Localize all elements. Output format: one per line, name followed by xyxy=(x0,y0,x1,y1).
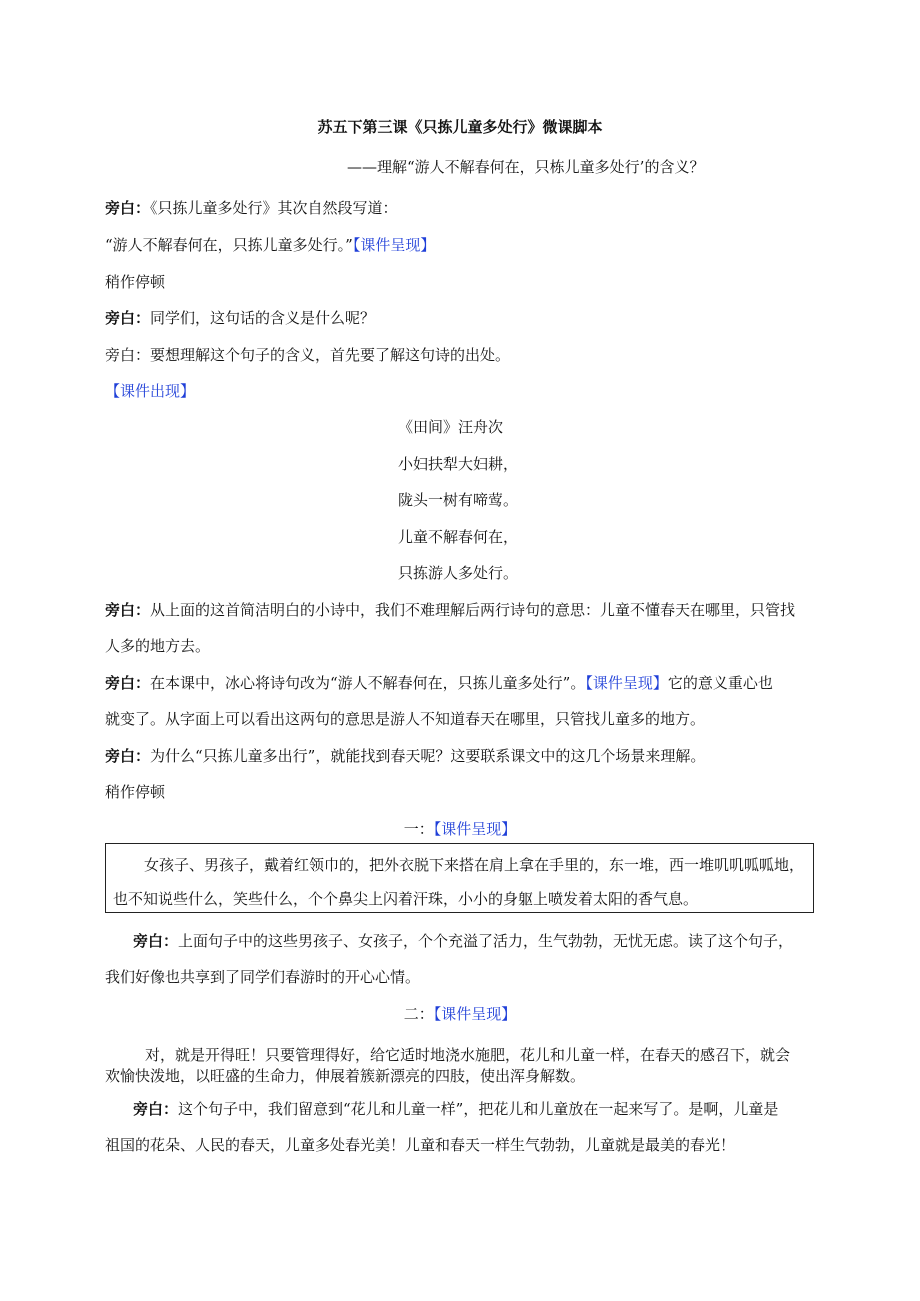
paragraph-text: 为什么“只拣儿童多出行”，就能找到春天呢？这要联系课文中的这几个场景来理解。 xyxy=(150,747,706,765)
paragraph-3 xyxy=(105,308,375,328)
courseware-present-tag: 【课件呈现】 xyxy=(433,820,517,838)
pause-note: 稍作停顿 xyxy=(105,273,166,291)
paragraph-6-line-2: 就变了。从字面上可以看出这两句的意思是游人不知道春天在哪里，只管找儿童多的地方。 xyxy=(105,710,706,728)
paragraph-9-line-2: 祖国的花朵、人民的春天，儿童多处春光美！儿童和春天一样生气勃勃，儿童就是最美的春光！ xyxy=(105,1136,736,1154)
paragraph-text: 这个句子中，我们留意到“花儿和儿童一样”，把花儿和儿童放在一起来写了。是啊，儿童是 xyxy=(178,1100,779,1118)
document-subtitle: ——理解“游人不解春何在，只栋儿童多处行’的含义？ xyxy=(347,158,705,176)
narrator-label: 旁白： xyxy=(105,199,151,217)
quoted-passage-box xyxy=(105,843,814,913)
narrator-label: 旁白： xyxy=(105,309,151,327)
paragraph-2 xyxy=(105,235,435,255)
paragraph-1 xyxy=(105,198,398,218)
section-label: 二： xyxy=(403,1005,434,1023)
paragraph-9-line-1 xyxy=(133,1099,778,1119)
paragraph-text: 上面句子中的这些男孩子、女孩子，个个充溢了活力，生气勃勃，无忧无虑。读了这个句子， xyxy=(178,932,794,950)
quoted-passage-2-line-2: 欢愉快泼地，以旺盛的生命力，伸展着簇新漂亮的四肢，使出浑身解数。 xyxy=(105,1067,586,1085)
quote-text: “游人不解春何在，只拣儿童多处行。” xyxy=(105,236,353,254)
poem-line: 只拣游人多处行。 xyxy=(398,564,519,582)
courseware-appear-tag: 【课件出现】 xyxy=(105,382,196,400)
paragraph-text: 从上面的这首简洁明白的小诗中，我们不难理解后两行诗句的意思：儿童不懂春天在哪里，只管找 xyxy=(150,601,796,619)
quoted-passage-2-line-1: 对，就是开得旺！只要管理得好，给它适时地浇水施肥，花儿和儿童一样，在春天的感召下，就会 xyxy=(145,1046,791,1064)
document-title: 苏五下第三课《只拣儿童多处行》微课脚本 xyxy=(317,118,603,136)
section-label: 一： xyxy=(403,820,434,838)
narrator-label: 旁白： xyxy=(105,747,151,765)
paragraph-8-line-2: 我们好像也共享到了同学们春游时的开心心情。 xyxy=(105,968,421,986)
narrator-label: 旁白： xyxy=(105,674,151,692)
courseware-present-tag: 【课件呈现】 xyxy=(352,236,436,254)
narrator-label: 旁白： xyxy=(105,601,151,619)
paragraph-8-line-1 xyxy=(133,931,793,951)
paragraph-text: 同学们，这句话的含义是什么呢？ xyxy=(150,309,376,327)
narrator-label: 旁白： xyxy=(133,1100,179,1118)
courseware-present-tag: 【课件呈现】 xyxy=(585,674,668,692)
poem-line: 陇头一树有啼莺。 xyxy=(398,491,519,509)
paragraph-4: 旁白：要想理解这个句子的含义，首先要了解这句诗的出处。 xyxy=(105,346,511,364)
narrator-label: 旁白： xyxy=(133,932,179,950)
paragraph-5-line-1 xyxy=(105,600,795,620)
section-2-heading xyxy=(0,1004,920,1024)
paragraph-text: 《只拣儿童多处行》其次自然段写道： xyxy=(150,199,398,217)
section-1-heading xyxy=(0,819,920,839)
paragraph-6-line-1 xyxy=(105,673,773,693)
paragraph-5-line-2: 人多的地方去。 xyxy=(105,637,211,655)
poem-title: 《田间》汪舟次 xyxy=(398,418,504,436)
courseware-present-tag: 【课件呈现】 xyxy=(433,1005,517,1023)
paragraph-7 xyxy=(105,746,705,766)
pause-note: 稍作停顿 xyxy=(105,783,166,801)
paragraph-text: 它的意义重心也 xyxy=(667,674,773,692)
paragraph-text: 在本课中，冰心将诗句改为“游人不解春何在，只拣儿童多处行”。 xyxy=(150,674,586,692)
passage-line-2: 也不知说些什么，笑些什么，个个鼻尖上闪着汗珠，小小的身躯上喷发着太阳的香气息。 xyxy=(113,890,699,908)
poem-line: 小妇扶犁大妇耕， xyxy=(398,455,519,473)
passage-line-1: 女孩子、男孩子，戴着红领巾的，把外衣脱下来搭在肩上拿在手里的，东一堆，西一堆叽叽呱呱地， xyxy=(144,856,805,874)
poem-line: 儿童不解春何在， xyxy=(398,528,519,546)
